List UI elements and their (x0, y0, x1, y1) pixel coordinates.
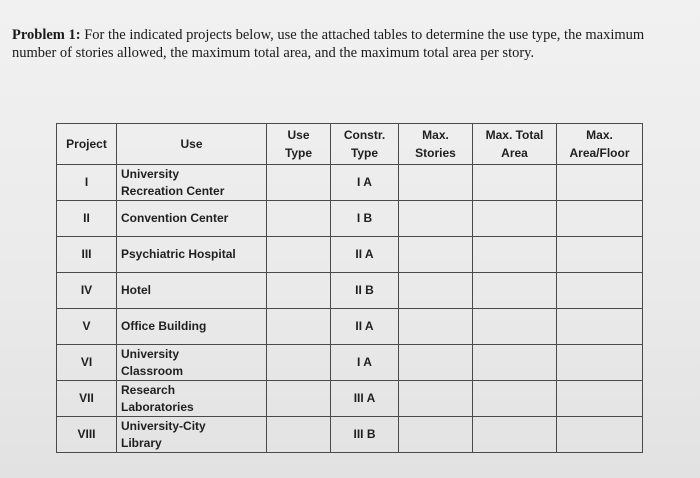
cell-max-area-floor[interactable] (557, 201, 643, 237)
cell-project: III (57, 237, 117, 273)
cell-constr-type: II A (331, 237, 399, 273)
cell-use (117, 165, 267, 201)
header-constr-type: Constr. Type (331, 124, 399, 165)
cell-max-area-floor[interactable] (557, 165, 643, 201)
cell-use-type[interactable] (267, 381, 331, 417)
use-line-1: Psychiatric Hospital (121, 247, 236, 261)
cell-project: I (57, 165, 117, 201)
cell-use-type[interactable] (267, 273, 331, 309)
cell-use (117, 345, 267, 381)
use-line-1: Hotel (121, 283, 151, 297)
cell-max-area-floor[interactable] (557, 273, 643, 309)
cell-use (117, 237, 267, 273)
table-row (57, 201, 643, 237)
table-row (57, 381, 643, 417)
cell-use (117, 273, 267, 309)
table-row (57, 417, 643, 453)
use-line-1: Convention Center (121, 211, 229, 225)
table-row (57, 273, 643, 309)
problem-table (56, 123, 643, 453)
cell-project: IV (57, 273, 117, 309)
problem-label: Problem 1: (12, 27, 81, 43)
problem-statement (12, 26, 692, 62)
table-row (57, 237, 643, 273)
cell-max-total-area[interactable] (473, 345, 557, 381)
cell-max-stories[interactable] (399, 345, 473, 381)
cell-constr-type: III A (331, 381, 399, 417)
use-line-1: University (121, 346, 180, 361)
cell-use-type[interactable] (267, 237, 331, 273)
header-use-type: Use Type (267, 124, 331, 165)
cell-project: V (57, 309, 117, 345)
cell-use-type[interactable] (267, 417, 331, 453)
cell-constr-type: II B (331, 273, 399, 309)
use-line-2: Library (121, 435, 162, 450)
header-row (57, 124, 643, 165)
cell-max-total-area[interactable] (473, 309, 557, 345)
cell-constr-type: III B (331, 417, 399, 453)
use-line-1: Research (121, 382, 176, 397)
cell-max-area-floor[interactable] (557, 381, 643, 417)
cell-max-stories[interactable] (399, 165, 473, 201)
table-row (57, 309, 643, 345)
cell-use (117, 309, 267, 345)
cell-project: VII (57, 381, 117, 417)
header-project: Project (57, 124, 117, 165)
cell-max-total-area[interactable] (473, 201, 557, 237)
cell-max-total-area[interactable] (473, 237, 557, 273)
cell-max-stories[interactable] (399, 417, 473, 453)
cell-use (117, 201, 267, 237)
cell-max-area-floor[interactable] (557, 345, 643, 381)
cell-max-total-area[interactable] (473, 165, 557, 201)
cell-max-area-floor[interactable] (557, 309, 643, 345)
cell-project: VIII (57, 417, 117, 453)
cell-use-type[interactable] (267, 345, 331, 381)
cell-constr-type: II A (331, 309, 399, 345)
cell-max-stories[interactable] (399, 381, 473, 417)
cell-max-stories[interactable] (399, 309, 473, 345)
problem-text: For the indicated projects below, use the attached tables to determine the use type, the maximum number of stories allowed, the maximum total area, and the maximum total area per story. (12, 27, 645, 61)
cell-constr-type: I B (331, 201, 399, 237)
cell-max-stories[interactable] (399, 273, 473, 309)
table-row (57, 345, 643, 381)
header-max-area-floor: Max. Area/Floor (557, 124, 643, 165)
use-line-2: Laboratories (121, 399, 194, 414)
cell-use (117, 417, 267, 453)
cell-max-total-area[interactable] (473, 273, 557, 309)
cell-project: VI (57, 345, 117, 381)
cell-project: II (57, 201, 117, 237)
use-line-2: Recreation Center (121, 183, 225, 198)
cell-constr-type: I A (331, 165, 399, 201)
cell-max-total-area[interactable] (473, 381, 557, 417)
use-line-1: Office Building (121, 319, 207, 333)
cell-max-total-area[interactable] (473, 417, 557, 453)
cell-max-area-floor[interactable] (557, 417, 643, 453)
cell-max-area-floor[interactable] (557, 237, 643, 273)
cell-constr-type: I A (331, 345, 399, 381)
header-max-total-area: Max. Total Area (473, 124, 557, 165)
table-row (57, 165, 643, 201)
cell-max-stories[interactable] (399, 201, 473, 237)
cell-use (117, 381, 267, 417)
cell-max-stories[interactable] (399, 237, 473, 273)
header-use: Use (117, 124, 267, 165)
use-line-2: Classroom (121, 363, 184, 378)
cell-use-type[interactable] (267, 309, 331, 345)
cell-use-type[interactable] (267, 201, 331, 237)
header-max-stories: Max. Stories (399, 124, 473, 165)
use-line-1: University (121, 166, 180, 181)
cell-use-type[interactable] (267, 165, 331, 201)
use-line-1: University-City (121, 418, 206, 433)
